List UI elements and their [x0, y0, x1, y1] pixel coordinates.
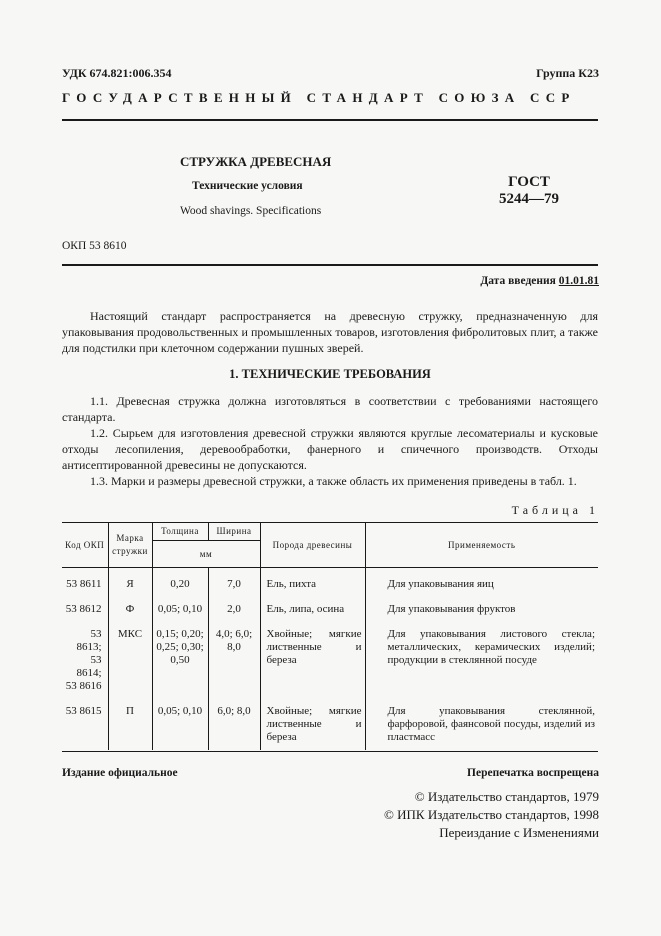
effective-date	[480, 275, 599, 287]
gost-designation	[499, 174, 559, 208]
udk-code: УДК 674.821:006.354	[62, 66, 172, 80]
header-application: Применяемость	[365, 523, 598, 568]
reissue-note: Переиздание с Изменениями	[439, 825, 599, 840]
clause-1-2: 1.2. Сырьем для изготовления древесной стружки являются круглые лесоматериалы и кусковые отходы лесопиления, деревообработки, фанерного и спичечного производств. Отходы антисептированной древесины не допускаются.	[62, 426, 598, 472]
effective-date-value: 01.01.81	[558, 275, 599, 287]
table-row: 53 8611 Я 0,20 7,0 Ель, пихта Для упаковывания яиц	[62, 568, 598, 604]
effective-date-label: Дата введения	[480, 275, 556, 287]
header-thickness: Толщина	[152, 523, 208, 541]
table-caption: Таблица 1	[511, 503, 599, 517]
gost-number: 5244—79	[499, 191, 559, 207]
header-wood: Порода древесины	[260, 523, 365, 568]
clause-1-1: 1.1. Древесная стружка должна изготовляться в соответствии с требованиями настоящего стандарта.	[62, 394, 598, 424]
reprint-notice: Перепечатка воспрещена	[467, 767, 599, 779]
table-row: 53 8612 Ф 0,05; 0,10 2,0 Ель, липа, осина Для упаковывания фруктов	[62, 603, 598, 628]
title-rule	[62, 264, 598, 266]
header-width: Ширина	[208, 523, 260, 541]
header-mark: Марка стружки	[108, 523, 152, 568]
english-title: Wood shavings. Specifications	[180, 205, 322, 217]
table-row: 53 8615 П 0,05; 0,10 6,0; 8,0 Хвойные; мягкие лиственные и береза Для упаковывания стеклянной, фарфоровой, фаянсовой посуды, изделий из пластмасс	[62, 705, 598, 750]
section-body	[62, 393, 598, 489]
okp-code: ОКП 53 8610	[62, 240, 127, 252]
header-unit: мм	[152, 541, 260, 568]
document-subtitle: Технические условия	[192, 180, 303, 192]
group-code: Группа К23	[536, 66, 599, 80]
gost-label: ГОСТ	[508, 174, 550, 190]
header-rule	[62, 119, 598, 121]
copyright-1979: © Издательство стандартов, 1979	[414, 789, 599, 804]
clause-1-3: 1.3. Марки и размеры древесной стружки, а также область их применения приведены в табл. 1.	[90, 474, 577, 488]
official-edition: Издание официальное	[62, 767, 178, 779]
document-title: СТРУЖКА ДРЕВЕСНАЯ	[180, 154, 332, 169]
state-standard-heading: ГОСУДАРСТВЕННЫЙ СТАНДАРТ СОЮЗА ССР	[62, 90, 576, 105]
section-heading: 1. ТЕХНИЧЕСКИЕ ТРЕБОВАНИЯ	[229, 367, 431, 381]
table-row: 53 8613; 53 8614; 53 8616 МКС 0,15; 0,20; 0,25; 0,30; 0,50 4,0; 6,0; 8,0 Хвойные; мягкие лиственные и береза Для упаковывания листового стекла; металлических, керамических изделий; продукции в стеклянной посуде	[62, 628, 598, 705]
header-code: Код ОКП	[62, 523, 108, 568]
footer-rule	[62, 751, 598, 752]
copyright-1998: © ИПК Издательство стандартов, 1998	[384, 807, 599, 822]
shavings-table	[62, 522, 598, 750]
intro-paragraph: Настоящий стандарт распространяется на древесную стружку, предназначенную для упаковывания продовольственных и промышленных товаров, изготовления фибролитовых плит, а также для подстилки при клеточном содержании пушных зверей.	[62, 309, 598, 355]
